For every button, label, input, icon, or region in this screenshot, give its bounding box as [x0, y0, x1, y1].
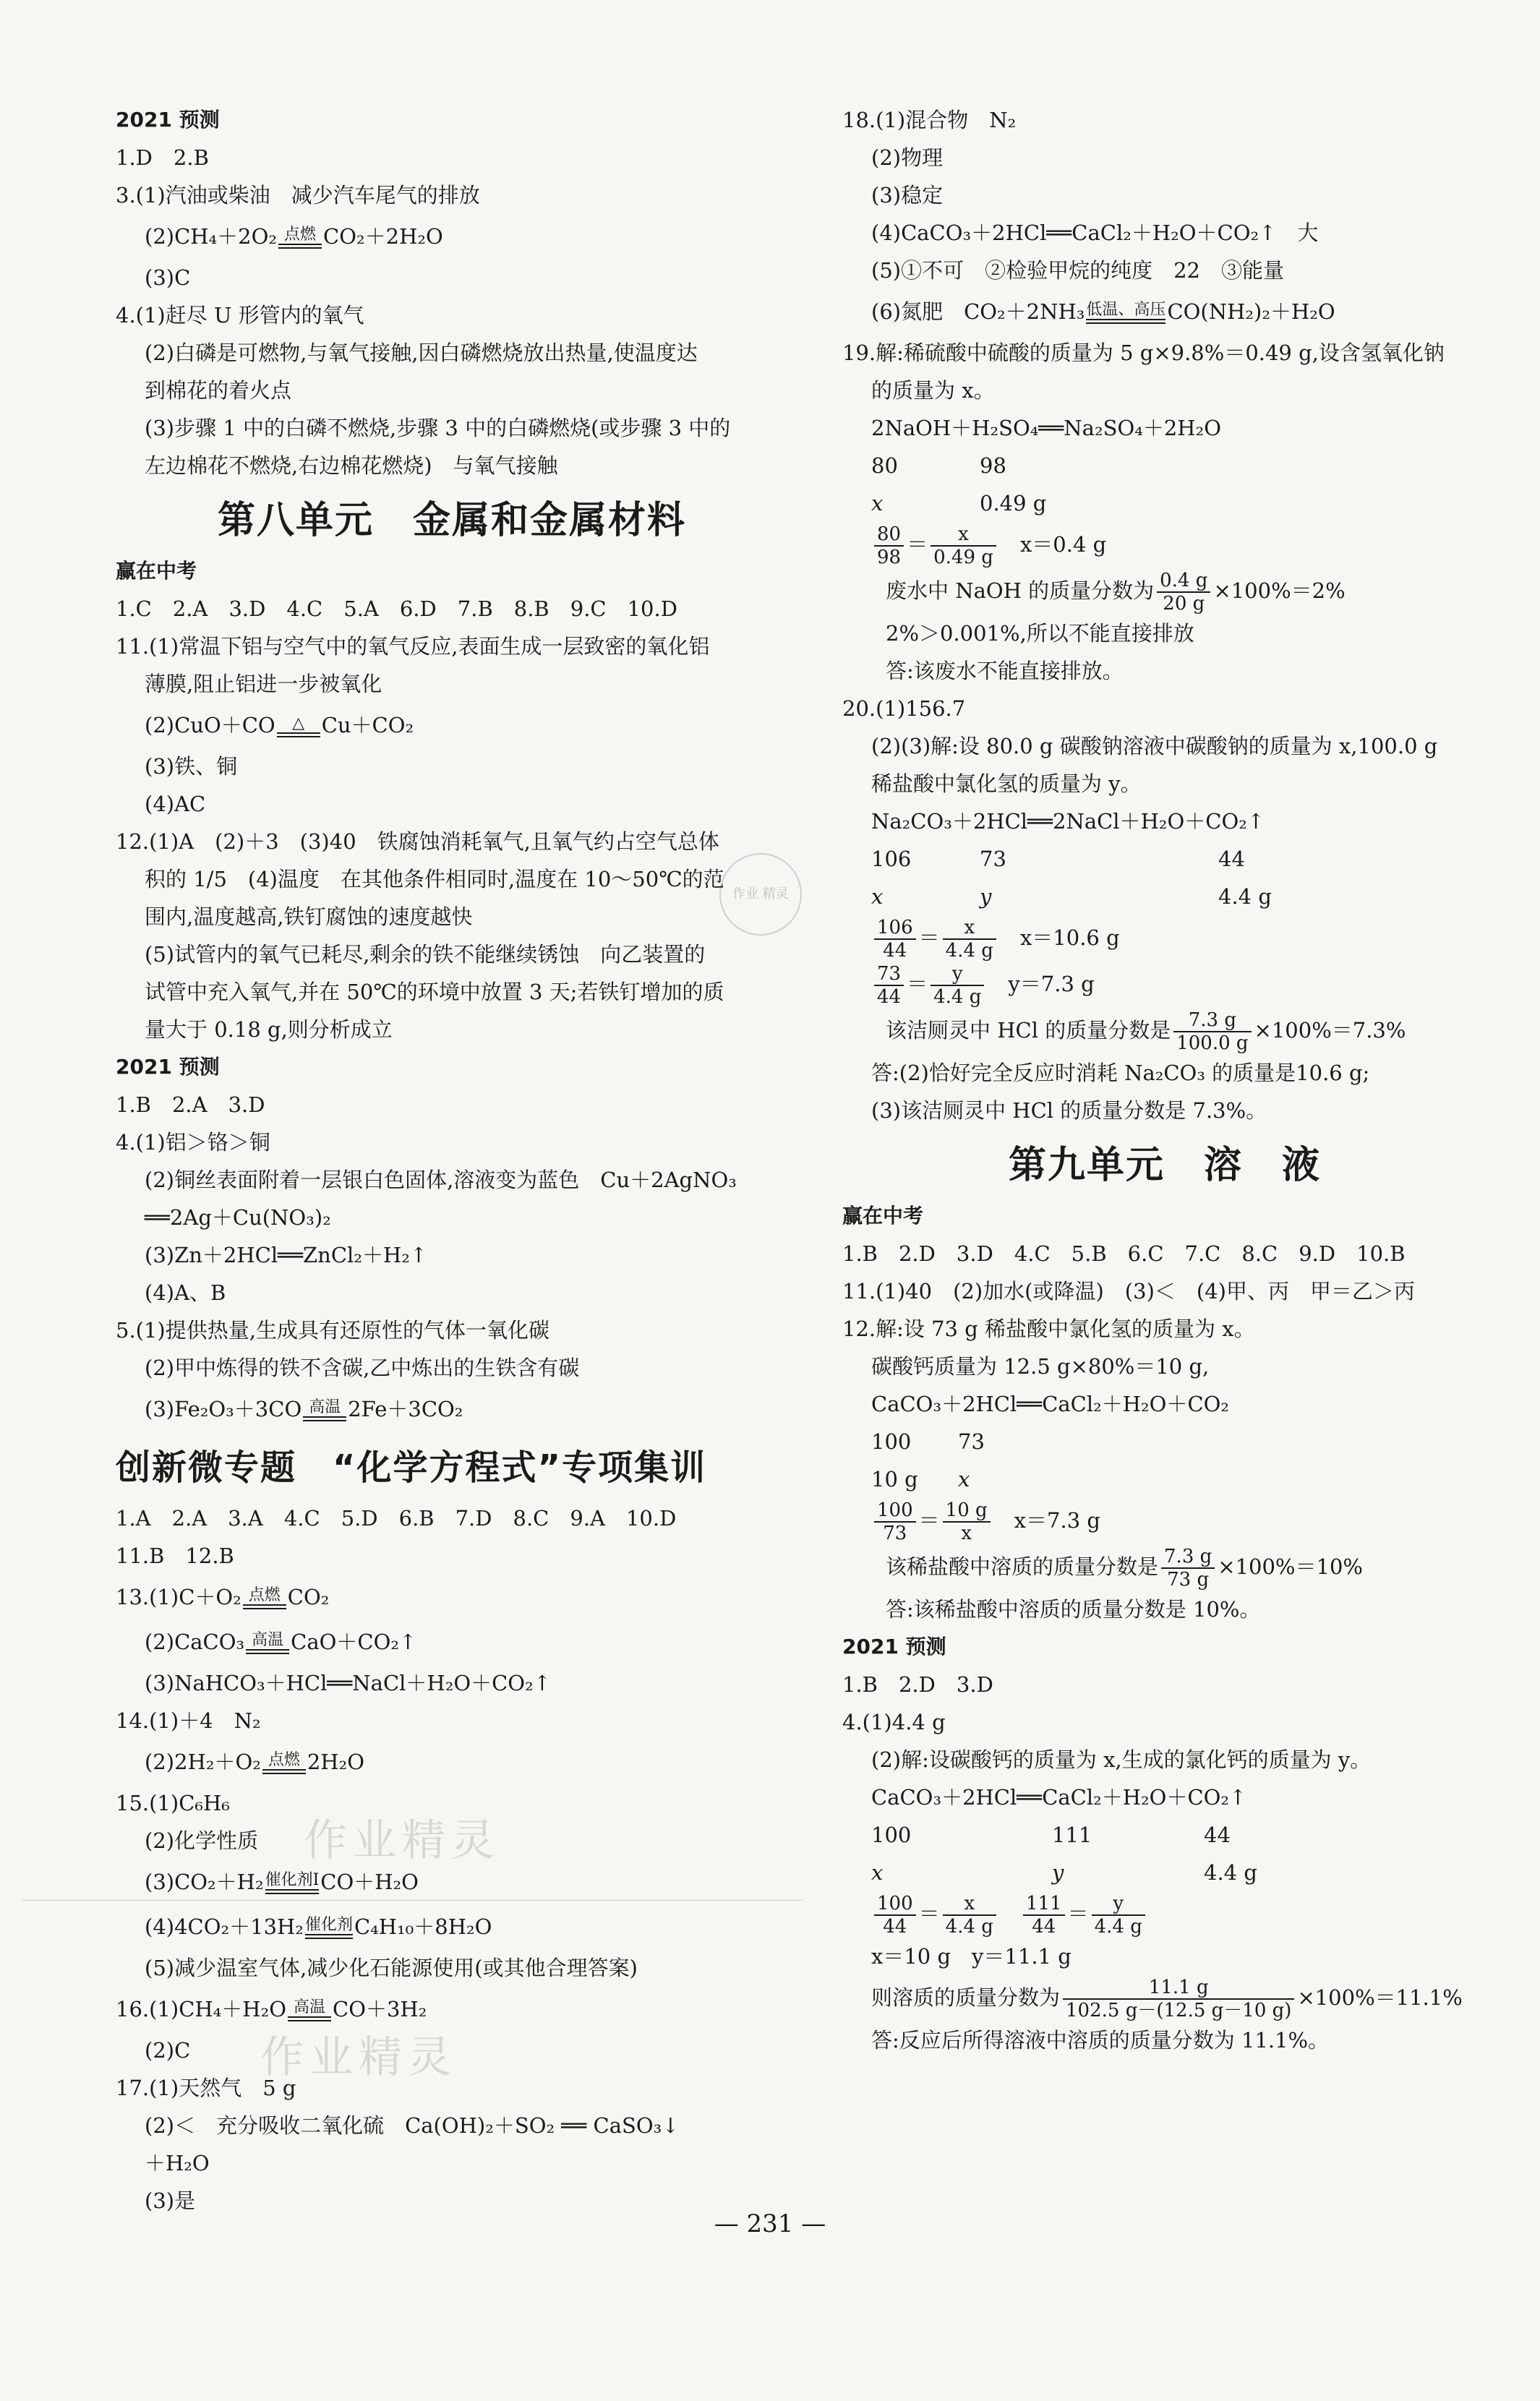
numerator: 11.1 g	[1063, 1977, 1294, 2000]
reaction-arrow	[303, 1399, 346, 1431]
numerator: x	[943, 917, 996, 940]
ratio-value: 98	[980, 453, 1006, 478]
fraction	[943, 917, 996, 962]
answer-line: (2)甲中炼得的铁不含碳,乙中炼出的生铁含有碳	[145, 1356, 580, 1380]
answer-line: (2)铜丝表面附着一层银白色固体,溶液变为蓝色 Cu＋2AgNO₃	[145, 1168, 737, 1192]
numerator: 106	[874, 917, 916, 940]
fraction	[874, 523, 904, 568]
answer-line: 碳酸钙质量为 12.5 g×80%＝10 g,	[871, 1354, 1210, 1379]
eq-left: (2)CaCO₃	[145, 1630, 245, 1654]
denominator: 102.5 g－(12.5 g－10 g)	[1066, 2000, 1292, 2021]
equals: ＝	[918, 1901, 940, 1926]
page-number: — 231 —	[714, 2209, 826, 2238]
fraction-line	[842, 915, 1479, 962]
ratio-line	[842, 840, 1479, 878]
answer-line: (4)CaCO₃＋2HCl══CaCl₂＋H₂O＋CO₂↑ 大	[871, 221, 1319, 245]
denominator: 20 g	[1163, 593, 1205, 615]
fraction	[874, 917, 916, 962]
answer-line: ＋H₂O	[145, 2151, 210, 2175]
eq-right: 2H₂O	[307, 1750, 365, 1774]
ratio-value: 73	[958, 1429, 985, 1454]
answer-line: (3)步骤 1 中的白磷不燃烧,步骤 3 中的白磷燃烧(或步骤 3 中的	[145, 416, 731, 440]
answer-line: (3)该洁厕灵中 HCl 的质量分数是 7.3%。	[871, 1098, 1267, 1123]
denominator: 73 g	[1167, 1569, 1210, 1591]
answer-line: Na₂CO₃＋2HCl══2NaCl＋H₂O＋CO₂↑	[871, 809, 1265, 834]
unit-title: 创新微专题 “化学方程式”专项集训	[116, 1447, 707, 1488]
answer-line: (5)试管内的氧气已耗尽,剩余的铁不能继续锈蚀 向乙装置的	[145, 942, 706, 967]
equation-line	[116, 1739, 788, 1784]
right-column	[842, 101, 1479, 2059]
answer-line: CaCO₃＋2HCl══CaCl₂＋H₂O＋CO₂↑	[871, 1785, 1247, 1810]
denominator: 4.4 g	[945, 940, 993, 962]
equation-line	[116, 703, 788, 748]
equation-line	[842, 289, 1479, 334]
fraction	[874, 1499, 916, 1544]
ratio-line	[842, 1460, 1479, 1498]
text: 该稀盐酸中溶质的质量分数是	[886, 1554, 1159, 1579]
condition: 点燃	[268, 1751, 300, 1769]
answer-line: 12.(1)A (2)＋3 (3)40 铁腐蚀消耗氧气,且氧气约占空气总体	[116, 829, 719, 854]
fraction	[1063, 1977, 1294, 2021]
answer-line: 15.(1)C₆H₆	[116, 1791, 230, 1815]
eq-left: 16.(1)CH₄＋H₂O	[116, 1997, 286, 2021]
ratio-value: 44	[1218, 847, 1245, 871]
section-subtitle: 2021 预测	[842, 1635, 946, 1659]
answer-line: 20.(1)156.7	[842, 696, 966, 721]
answer-line: 答:反应后所得溶液中溶质的质量分数为 11.1%。	[871, 2028, 1330, 2053]
answer-line: 11.B 12.B	[116, 1544, 234, 1568]
text: 废水中 NaOH 的质量分数为	[886, 578, 1155, 603]
denominator: 0.49 g	[933, 547, 993, 568]
result: x＝0.4 g	[1019, 532, 1107, 557]
left-column	[116, 101, 788, 2220]
fraction-line	[842, 1008, 1479, 1054]
section-subtitle: 2021 预测	[116, 1055, 220, 1079]
eq-right: CO₂	[287, 1585, 330, 1609]
answer-line: 18.(1)混合物 N₂	[842, 108, 1017, 132]
numerator: x	[931, 523, 996, 547]
answer-line: (2)(3)解:设 80.0 g 碳酸钠溶液中碳酸钠的质量为 x,100.0 g	[871, 734, 1438, 758]
denominator: 100.0 g	[1176, 1032, 1249, 1054]
condition: 点燃	[248, 1586, 281, 1604]
eq-left: (6)氮肥 CO₂＋2NH₃	[871, 299, 1085, 324]
reaction-arrow	[262, 1752, 306, 1784]
answer-line: 11.(1)常温下铝与空气中的氧气反应,表面生成一层致密的氧化铝	[116, 634, 710, 659]
answer-line: 左边棉花不燃烧,右边棉花燃烧) 与氧气接触	[145, 453, 558, 478]
ratio-value: 10 g	[871, 1467, 918, 1491]
answer-line: (2)＜ 充分吸收二氧化硫 Ca(OH)₂＋SO₂ ══ CaSO₃↓	[145, 2113, 680, 2138]
answer-line: 积的 1/5 (4)温度 在其他条件相同时,温度在 10～50℃的范	[145, 867, 724, 891]
fraction	[874, 1893, 916, 1938]
ratio-value: x	[871, 1860, 884, 1885]
ratio-line	[842, 878, 1479, 915]
answer-line: 19.解:稀硫酸中硫酸的质量为 5 g×9.8%＝0.49 g,设含氢氧化钠	[842, 341, 1445, 365]
answer-line: (4)AC	[145, 792, 206, 816]
eq-left: (4)4CO₂＋13H₂	[145, 1914, 304, 1939]
denominator: 4.4 g	[945, 1916, 993, 1938]
equation-line	[116, 1987, 788, 2032]
numerator: y	[931, 963, 984, 986]
eq-right: CaO＋CO₂↑	[291, 1630, 417, 1654]
answer-line: 5.(1)提供热量,生成具有还原性的气体一氧化碳	[116, 1318, 549, 1343]
numerator: 80	[874, 523, 904, 547]
eq-right: Cu＋CO₂	[321, 713, 414, 737]
fraction	[874, 963, 904, 1008]
eq-right: CO＋H₂O	[320, 1870, 419, 1894]
answer-line: 1.B 2.D 3.D	[842, 1672, 993, 1697]
answer-line: (3)是	[145, 2188, 196, 2213]
denominator: 4.4 g	[1094, 1916, 1142, 1938]
reaction-arrow	[278, 226, 322, 259]
ratio-value: 73	[980, 847, 1006, 871]
denominator: 44	[1032, 1916, 1056, 1938]
fraction-line	[842, 522, 1479, 568]
answer-line: 11.(1)40 (2)加水(或降温) (3)＜ (4)甲、丙 甲＝乙＞丙	[842, 1279, 1415, 1304]
answer-line: (2)C	[145, 2038, 191, 2063]
answer-line: 薄膜,阻止铝进一步被氧化	[145, 672, 382, 696]
answer-line: (4)A、B	[145, 1280, 226, 1305]
answer-line: 1.D 2.B	[116, 145, 209, 170]
eq-left: (3)CO₂＋H₂	[145, 1870, 264, 1894]
text: ×100%＝10%	[1218, 1554, 1363, 1579]
fraction-line	[842, 1498, 1479, 1544]
stamp-text: 作业 精灵	[732, 886, 789, 902]
eq-left: (3)Fe₂O₃＋3CO	[145, 1397, 302, 1421]
unit-title: 第八单元 金属和金属材料	[217, 499, 686, 542]
answer-line: (5)①不可 ②检验甲烷的纯度 22 ③能量	[871, 258, 1284, 283]
numerator: 0.4 g	[1157, 570, 1210, 593]
text: ×100%＝2%	[1213, 578, 1346, 603]
answer-line: ══2Ag＋Cu(NO₃)₂	[145, 1205, 331, 1230]
equals: ＝	[1067, 1901, 1089, 1926]
fraction-line	[842, 1975, 1479, 2021]
result: x＝10.6 g	[1019, 925, 1120, 950]
fraction	[943, 1893, 996, 1938]
answer-line: 答:(2)恰好完全反应时消耗 Na₂CO₃ 的质量是10.6 g;	[871, 1061, 1370, 1085]
denominator: 44	[883, 940, 907, 962]
equals: ＝	[918, 925, 940, 950]
ratio-value: 80	[871, 453, 898, 478]
answer-line: (3)C	[145, 265, 191, 290]
denominator: x	[961, 1523, 972, 1544]
condition: △	[292, 714, 305, 732]
answer-line: 稀盐酸中氯化氢的质量为 y。	[871, 771, 1142, 796]
fraction	[1092, 1893, 1145, 1938]
answer-line: CaCO₃＋2HCl══CaCl₂＋H₂O＋CO₂	[871, 1392, 1230, 1416]
ratio-value: y	[980, 884, 992, 909]
answer-line: 围内,温度越高,铁钉腐蚀的速度越快	[145, 904, 473, 929]
equation-line	[116, 1859, 788, 1904]
answer-line: 1.C 2.A 3.D 4.C 5.A 6.D 7.B 8.B 9.C 10.D	[116, 596, 677, 621]
answer-line: (2)解:设碳酸钙的质量为 x,生成的氯化钙的质量为 y。	[871, 1747, 1372, 1772]
fraction-line	[842, 1544, 1479, 1591]
reaction-arrow	[1086, 301, 1165, 334]
result: x＝7.3 g	[1014, 1508, 1100, 1533]
fraction	[943, 1499, 991, 1544]
answer-line: (3)铁、铜	[145, 754, 238, 779]
ratio-value: 0.49 g	[980, 491, 1047, 515]
reaction-arrow	[243, 1587, 286, 1619]
answer-line: 2%＞0.001%,所以不能直接排放	[886, 621, 1194, 646]
answer-line: (2)白磷是可燃物,与氧气接触,因白磷燃烧放出热量,使温度达	[145, 341, 698, 365]
numerator: y	[1092, 1893, 1145, 1916]
answer-line: 17.(1)天然气 5 g	[116, 2076, 296, 2100]
numerator: 10 g	[943, 1499, 991, 1523]
watermark: 作业精灵	[260, 2032, 457, 2083]
answer-line: 1.B 2.D 3.D 4.C 5.B 6.C 7.C 8.C 9.D 10.B	[842, 1241, 1406, 1266]
numerator: 111	[1023, 1893, 1065, 1916]
ratio-line	[842, 447, 1479, 484]
fraction-line	[842, 568, 1479, 615]
equals: ＝	[918, 1508, 940, 1533]
denominator: 73	[883, 1523, 907, 1544]
equation-line	[116, 1575, 788, 1619]
denominator: 98	[877, 547, 902, 568]
equals: ＝	[907, 972, 928, 996]
answer-line: x＝10 g y＝11.1 g	[871, 1944, 1071, 1969]
ratio-value: 100	[871, 1429, 912, 1454]
ratio-value: 100	[871, 1823, 912, 1847]
text: ×100%＝7.3%	[1254, 1018, 1406, 1043]
ratio-line	[842, 1816, 1479, 1854]
answer-line: 量大于 0.18 g,则分析成立	[145, 1017, 393, 1042]
condition: 催化剂Ⅰ	[265, 1871, 320, 1889]
ratio-value: 44	[1204, 1823, 1231, 1847]
eq-left: (2)CuO＋CO	[145, 713, 275, 737]
answer-line: 4.(1)4.4 g	[842, 1710, 946, 1734]
ratio-line	[842, 1423, 1479, 1460]
ratio-value: x	[871, 884, 884, 909]
equation-line	[116, 1619, 788, 1664]
fraction-line	[842, 1891, 1479, 1938]
unit-title: 第九单元 溶 液	[1009, 1144, 1322, 1187]
reaction-arrow	[305, 1917, 353, 1949]
answer-line: 到棉花的着火点	[145, 378, 292, 403]
section-subtitle: 赢在中考	[116, 559, 197, 583]
denominator: 4.4 g	[933, 986, 982, 1008]
ratio-value: 4.4 g	[1204, 1860, 1257, 1885]
condition: 催化剂	[304, 1916, 353, 1934]
condition: 点燃	[284, 226, 317, 244]
ratio-value: 4.4 g	[1218, 884, 1272, 909]
text: 该洁厕灵中 HCl 的质量分数是	[886, 1018, 1171, 1043]
answer-line: 4.(1)铝＞铬＞铜	[116, 1130, 270, 1155]
condition: 高温	[293, 1998, 325, 2016]
eq-right: CO(NH₂)₂＋H₂O	[1167, 299, 1335, 324]
answer-line: (5)减少温室气体,减少化石能源使用(或其他合理答案)	[145, 1956, 638, 1980]
eq-left: (2)2H₂＋O₂	[145, 1750, 261, 1774]
fraction	[1157, 570, 1210, 615]
condition: 高温	[309, 1398, 341, 1416]
denominator: 44	[883, 1916, 907, 1938]
eq-right: CO₂＋2H₂O	[323, 224, 443, 249]
answer-line: (2)化学性质	[145, 1828, 259, 1853]
ratio-value: 111	[1052, 1823, 1092, 1847]
eq-right: CO＋3H₂	[333, 1997, 427, 2021]
fraction-line	[842, 962, 1479, 1008]
fraction	[931, 523, 996, 568]
fraction	[1173, 1009, 1251, 1054]
answer-line: 12.解:设 73 g 稀盐酸中氯化氢的质量为 x。	[842, 1317, 1255, 1341]
answer-line: (3)Zn＋2HCl══ZnCl₂＋H₂↑	[145, 1243, 428, 1267]
reaction-arrow	[288, 1999, 331, 2032]
equation-line	[116, 1387, 788, 1431]
text: ×100%＝11.1%	[1297, 1985, 1463, 2010]
watermark: 作业精灵	[304, 1815, 500, 1866]
numerator: x	[943, 1893, 996, 1916]
section-subtitle: 赢在中考	[842, 1204, 924, 1228]
answer-line: 答:该废水不能直接排放。	[886, 659, 1124, 683]
answer-line: 4.(1)赶尽 U 形管内的氧气	[116, 303, 364, 328]
answer-line: 1.B 2.A 3.D	[116, 1092, 265, 1117]
answer-line: 答:该稀盐酸中溶质的质量分数是 10%。	[886, 1597, 1261, 1622]
ratio-value: 106	[871, 847, 912, 871]
answer-line: (3)NaHCO₃＋HCl══NaCl＋H₂O＋CO₂↑	[145, 1671, 552, 1695]
answer-line: 试管中充入氧气,并在 50℃的环境中放置 3 天;若铁钉增加的质	[145, 980, 724, 1004]
eq-left: (2)CH₄＋2O₂	[145, 224, 278, 249]
equation-line	[116, 1904, 788, 1949]
ratio-line	[842, 1854, 1479, 1891]
eq-right: C₄H₁₀＋8H₂O	[354, 1914, 492, 1939]
numerator: 7.3 g	[1173, 1009, 1251, 1032]
reaction-arrow	[277, 715, 320, 748]
answer-line: 的质量为 x。	[871, 378, 995, 403]
answer-line: 1.A 2.A 3.A 4.C 5.D 6.B 7.D 8.C 9.A 10.D	[116, 1506, 677, 1531]
numerator: 100	[874, 1893, 916, 1916]
condition: 高温	[252, 1631, 284, 1649]
ratio-value: x	[958, 1467, 970, 1491]
fraction	[1161, 1546, 1215, 1591]
answer-line: (2)物理	[871, 145, 944, 170]
numerator: 7.3 g	[1161, 1546, 1215, 1569]
equals: ＝	[907, 532, 928, 557]
ratio-line	[842, 484, 1479, 522]
answer-line: (3)稳定	[871, 183, 944, 207]
fraction	[931, 963, 984, 1008]
ratio-value: x	[871, 491, 884, 515]
reaction-arrow	[246, 1632, 289, 1664]
text: 则溶质的质量分数为	[871, 1985, 1061, 2010]
denominator: 44	[877, 986, 902, 1008]
numerator: 100	[874, 1499, 916, 1523]
ratio-value: y	[1052, 1860, 1064, 1885]
fraction	[1023, 1893, 1065, 1938]
reaction-arrow	[265, 1872, 320, 1904]
answer-line: 3.(1)汽油或柴油 减少汽车尾气的排放	[116, 183, 480, 207]
answer-line: 14.(1)＋4 N₂	[116, 1708, 261, 1733]
equation-line	[116, 214, 788, 259]
eq-right: 2Fe＋3CO₂	[348, 1397, 463, 1421]
answer-line: 2NaOH＋H₂SO₄══Na₂SO₄＋2H₂O	[871, 416, 1221, 440]
result: y＝7.3 g	[1008, 972, 1095, 996]
numerator: 73	[874, 963, 904, 986]
section-subtitle: 2021 预测	[116, 108, 220, 132]
eq-left: 13.(1)C＋O₂	[116, 1585, 241, 1609]
condition: 低温、高压	[1086, 301, 1166, 319]
